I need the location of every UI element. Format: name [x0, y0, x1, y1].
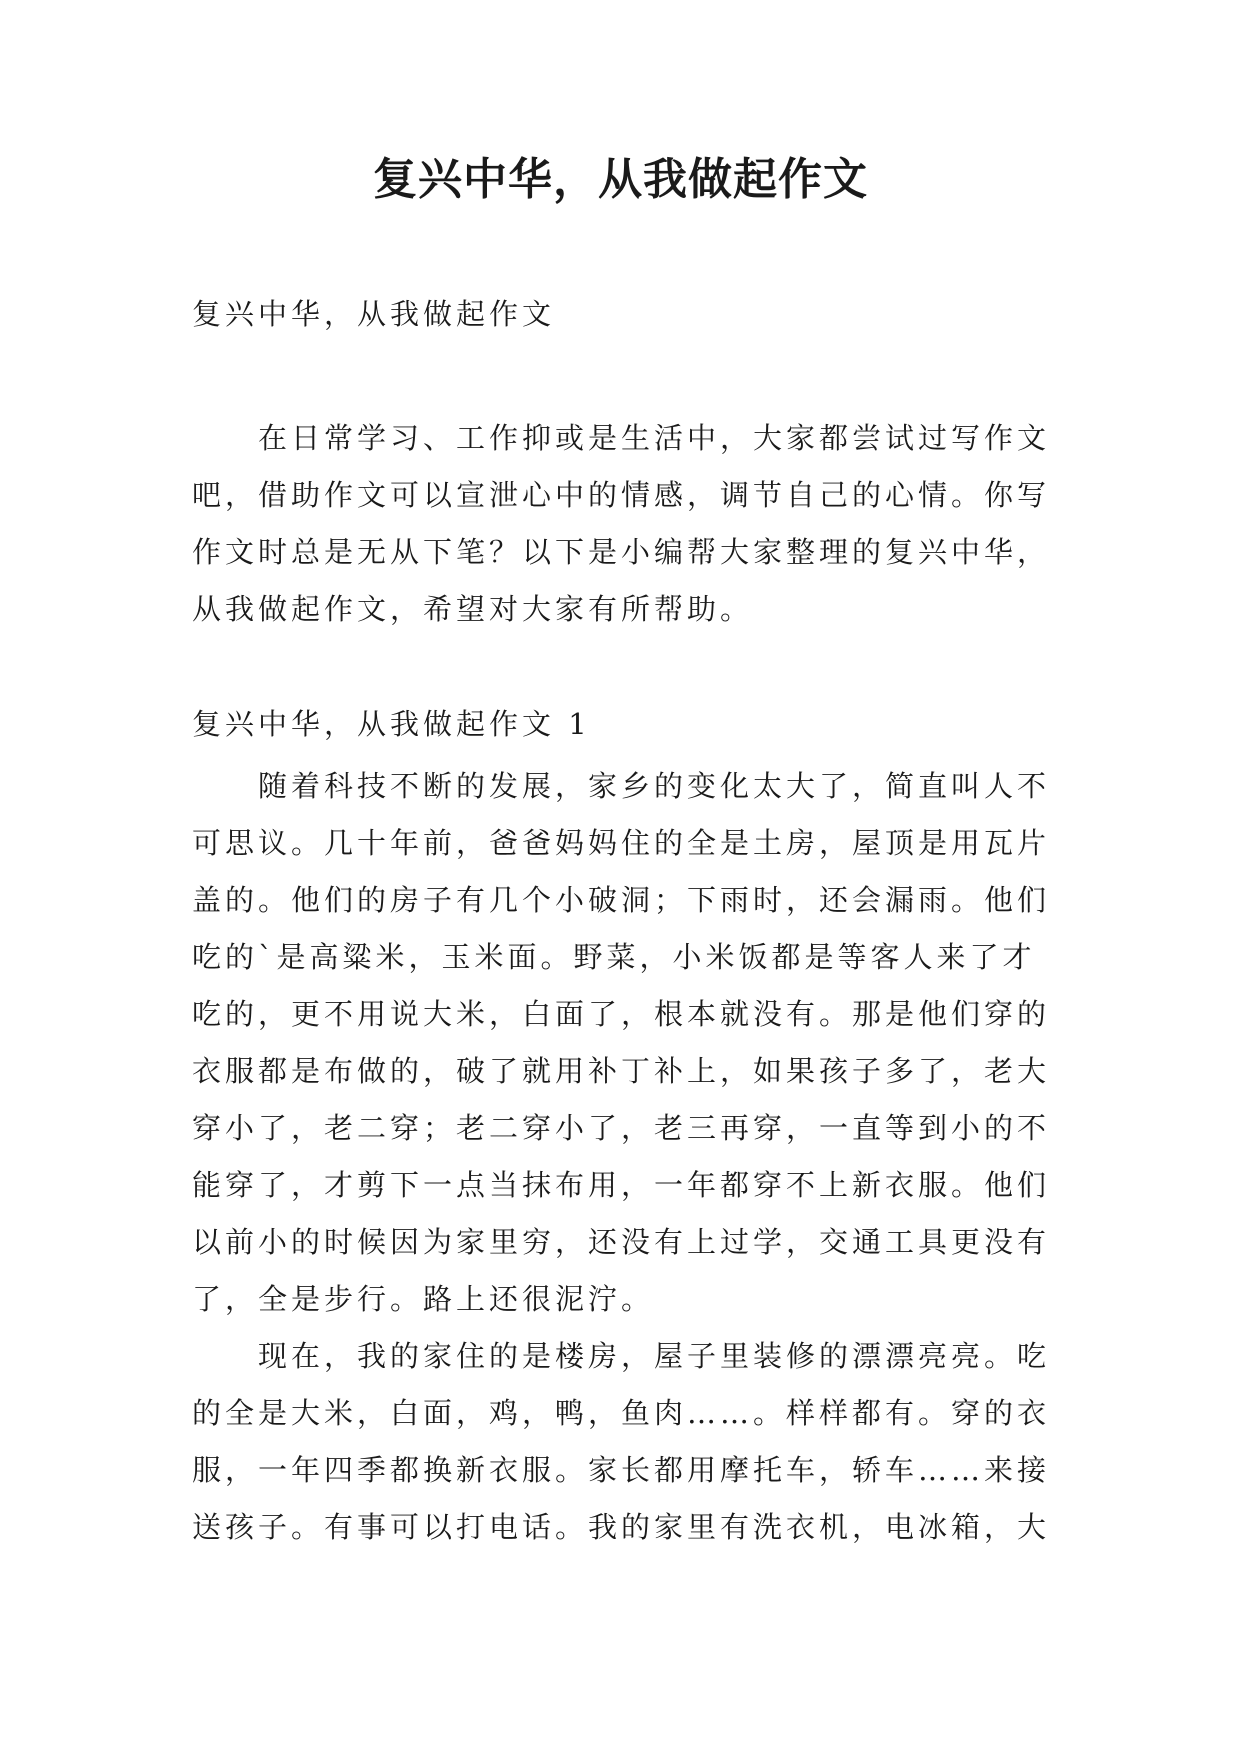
- paragraph-line: 服，一年四季都换新衣服。家长都用摩托车，轿车……来接: [192, 1453, 1051, 1487]
- paragraph-line: 穿小了，老二穿；老二穿小了，老三再穿，一直等到小的不: [192, 1111, 1051, 1145]
- essay-body: [192, 758, 1072, 1556]
- intro-line: 吧，借助作文可以宣泄心中的情感，调节自己的心情。你写: [192, 478, 1051, 512]
- paragraph-line: 以前小的时候因为家里穷，还没有上过学，交通工具更没有: [192, 1225, 1051, 1259]
- paragraph-line: 送孩子。有事可以打电话。我的家里有洗衣机，电冰箱，大: [192, 1510, 1051, 1544]
- document-title: 复兴中华，从我做起作文: [373, 154, 868, 205]
- paragraph-line: 了，全是步行。路上还很泥泞。: [192, 1282, 655, 1316]
- paragraph-line: 的全是大米，白面，鸡，鸭，鱼肉……。样样都有。穿的衣: [192, 1396, 1051, 1430]
- intro-line: 在日常学习、工作抑或是生活中，大家都尝试过写作文: [258, 421, 1051, 455]
- document-subtitle: 复兴中华，从我做起作文: [192, 297, 556, 331]
- paragraph-line: 能穿了，才剪下一点当抹布用，一年都穿不上新衣服。他们: [192, 1168, 1051, 1202]
- paragraph-line: 吃的，更不用说大米，白面了，根本就没有。那是他们穿的: [192, 997, 1051, 1031]
- paragraph-line: 现在，我的家住的是楼房，屋子里装修的漂漂亮亮。吃: [258, 1339, 1051, 1373]
- intro-line: 从我做起作文，希望对大家有所帮助。: [192, 592, 754, 626]
- section-heading: 复兴中华，从我做起作文 1: [192, 707, 591, 741]
- paragraph-line: 吃的`是高粱米，玉米面。野菜，小米饭都是等客人来了才: [192, 940, 1036, 974]
- paragraph-line: 盖的。他们的房子有几个小破洞；下雨时，还会漏雨。他们: [192, 883, 1051, 917]
- paragraph-line: 随着科技不断的发展，家乡的变化太大了，简直叫人不: [258, 769, 1051, 803]
- essay-paragraph-1: [192, 758, 1072, 1328]
- intro-line: 作文时总是无从下笔？以下是小编帮大家整理的复兴中华，: [192, 535, 1051, 569]
- intro-paragraph: [192, 410, 1072, 638]
- paragraph-line: 衣服都是布做的，破了就用补丁补上，如果孩子多了，老大: [192, 1054, 1051, 1088]
- essay-paragraph-2: [192, 1328, 1072, 1556]
- paragraph-line: 可思议。几十年前，爸爸妈妈住的全是土房，屋顶是用瓦片: [192, 826, 1051, 860]
